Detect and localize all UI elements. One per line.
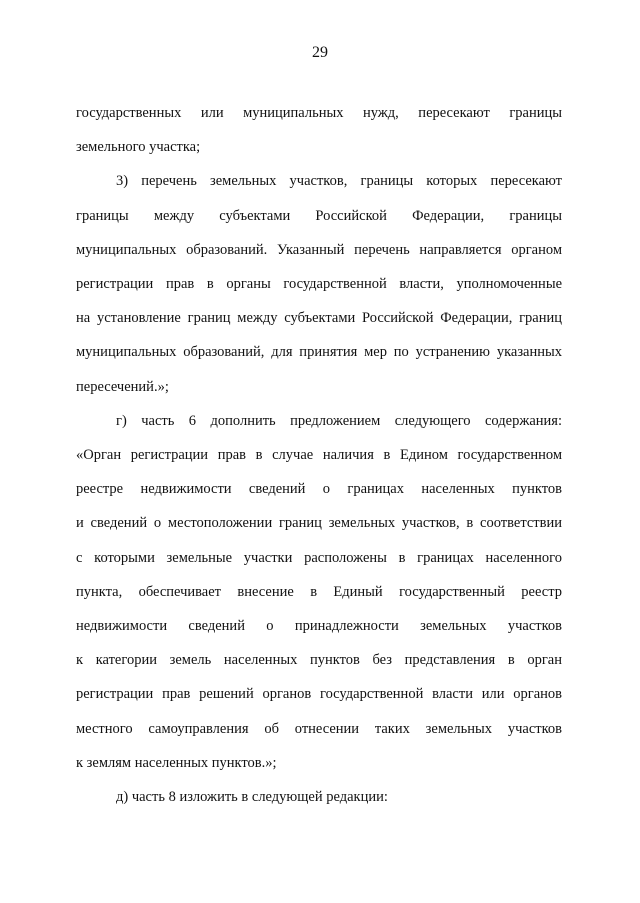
text-line: регистрации прав решений органов государственной власти или органов bbox=[76, 686, 562, 703]
text-line: местного самоуправления об отнесении таких земельных участков bbox=[76, 720, 562, 737]
paragraph-item-d bbox=[76, 780, 562, 814]
document-body bbox=[76, 96, 562, 814]
text-line: пересечений.»; bbox=[76, 378, 169, 395]
text-line: г) часть 6 дополнить предложением следующего содержания: bbox=[116, 412, 562, 429]
text-line: муниципальных образований, для принятия мер по устранению указанных bbox=[76, 344, 562, 361]
text-line: муниципальных образований. Указанный перечень направляется органом bbox=[76, 241, 562, 258]
text-line: д) часть 8 изложить в следующей редакции: bbox=[116, 789, 388, 806]
text-line: государственных или муниципальных нужд, пересекают границы bbox=[76, 105, 562, 121]
text-line: пункта, обеспечивает внесение в Единый государственный реестр bbox=[76, 583, 562, 600]
text-line: 3) перечень земельных участков, границы которых пересекают bbox=[116, 173, 562, 190]
paragraph-continuation bbox=[76, 96, 562, 164]
text-line: к категории земель населенных пунктов без представления в орган bbox=[76, 652, 562, 669]
text-line: и сведений о местоположении границ земельных участков, в соответствии bbox=[76, 515, 562, 532]
text-line: к землям населенных пунктов.»; bbox=[76, 754, 277, 771]
text-line: регистрации прав в органы государственной власти, уполномоченные bbox=[76, 276, 562, 293]
text-line: земельного участка; bbox=[76, 139, 201, 156]
paragraph-item-3 bbox=[76, 164, 562, 403]
text-line: границы между субъектами Российской Федерации, границы bbox=[76, 207, 562, 224]
text-line: на установление границ между субъектами Российской Федерации, границ bbox=[76, 310, 562, 327]
paragraph-item-g bbox=[76, 404, 562, 780]
text-line: с которыми земельные участки расположены в границах населенного bbox=[76, 549, 562, 566]
text-line: недвижимости сведений о принадлежности земельных участков bbox=[76, 618, 562, 635]
text-line: реестре недвижимости сведений о границах населенных пунктов bbox=[76, 481, 562, 498]
text-line: «Орган регистрации прав в случае наличия в Едином государственном bbox=[76, 447, 562, 464]
page-number: 29 bbox=[312, 44, 328, 61]
